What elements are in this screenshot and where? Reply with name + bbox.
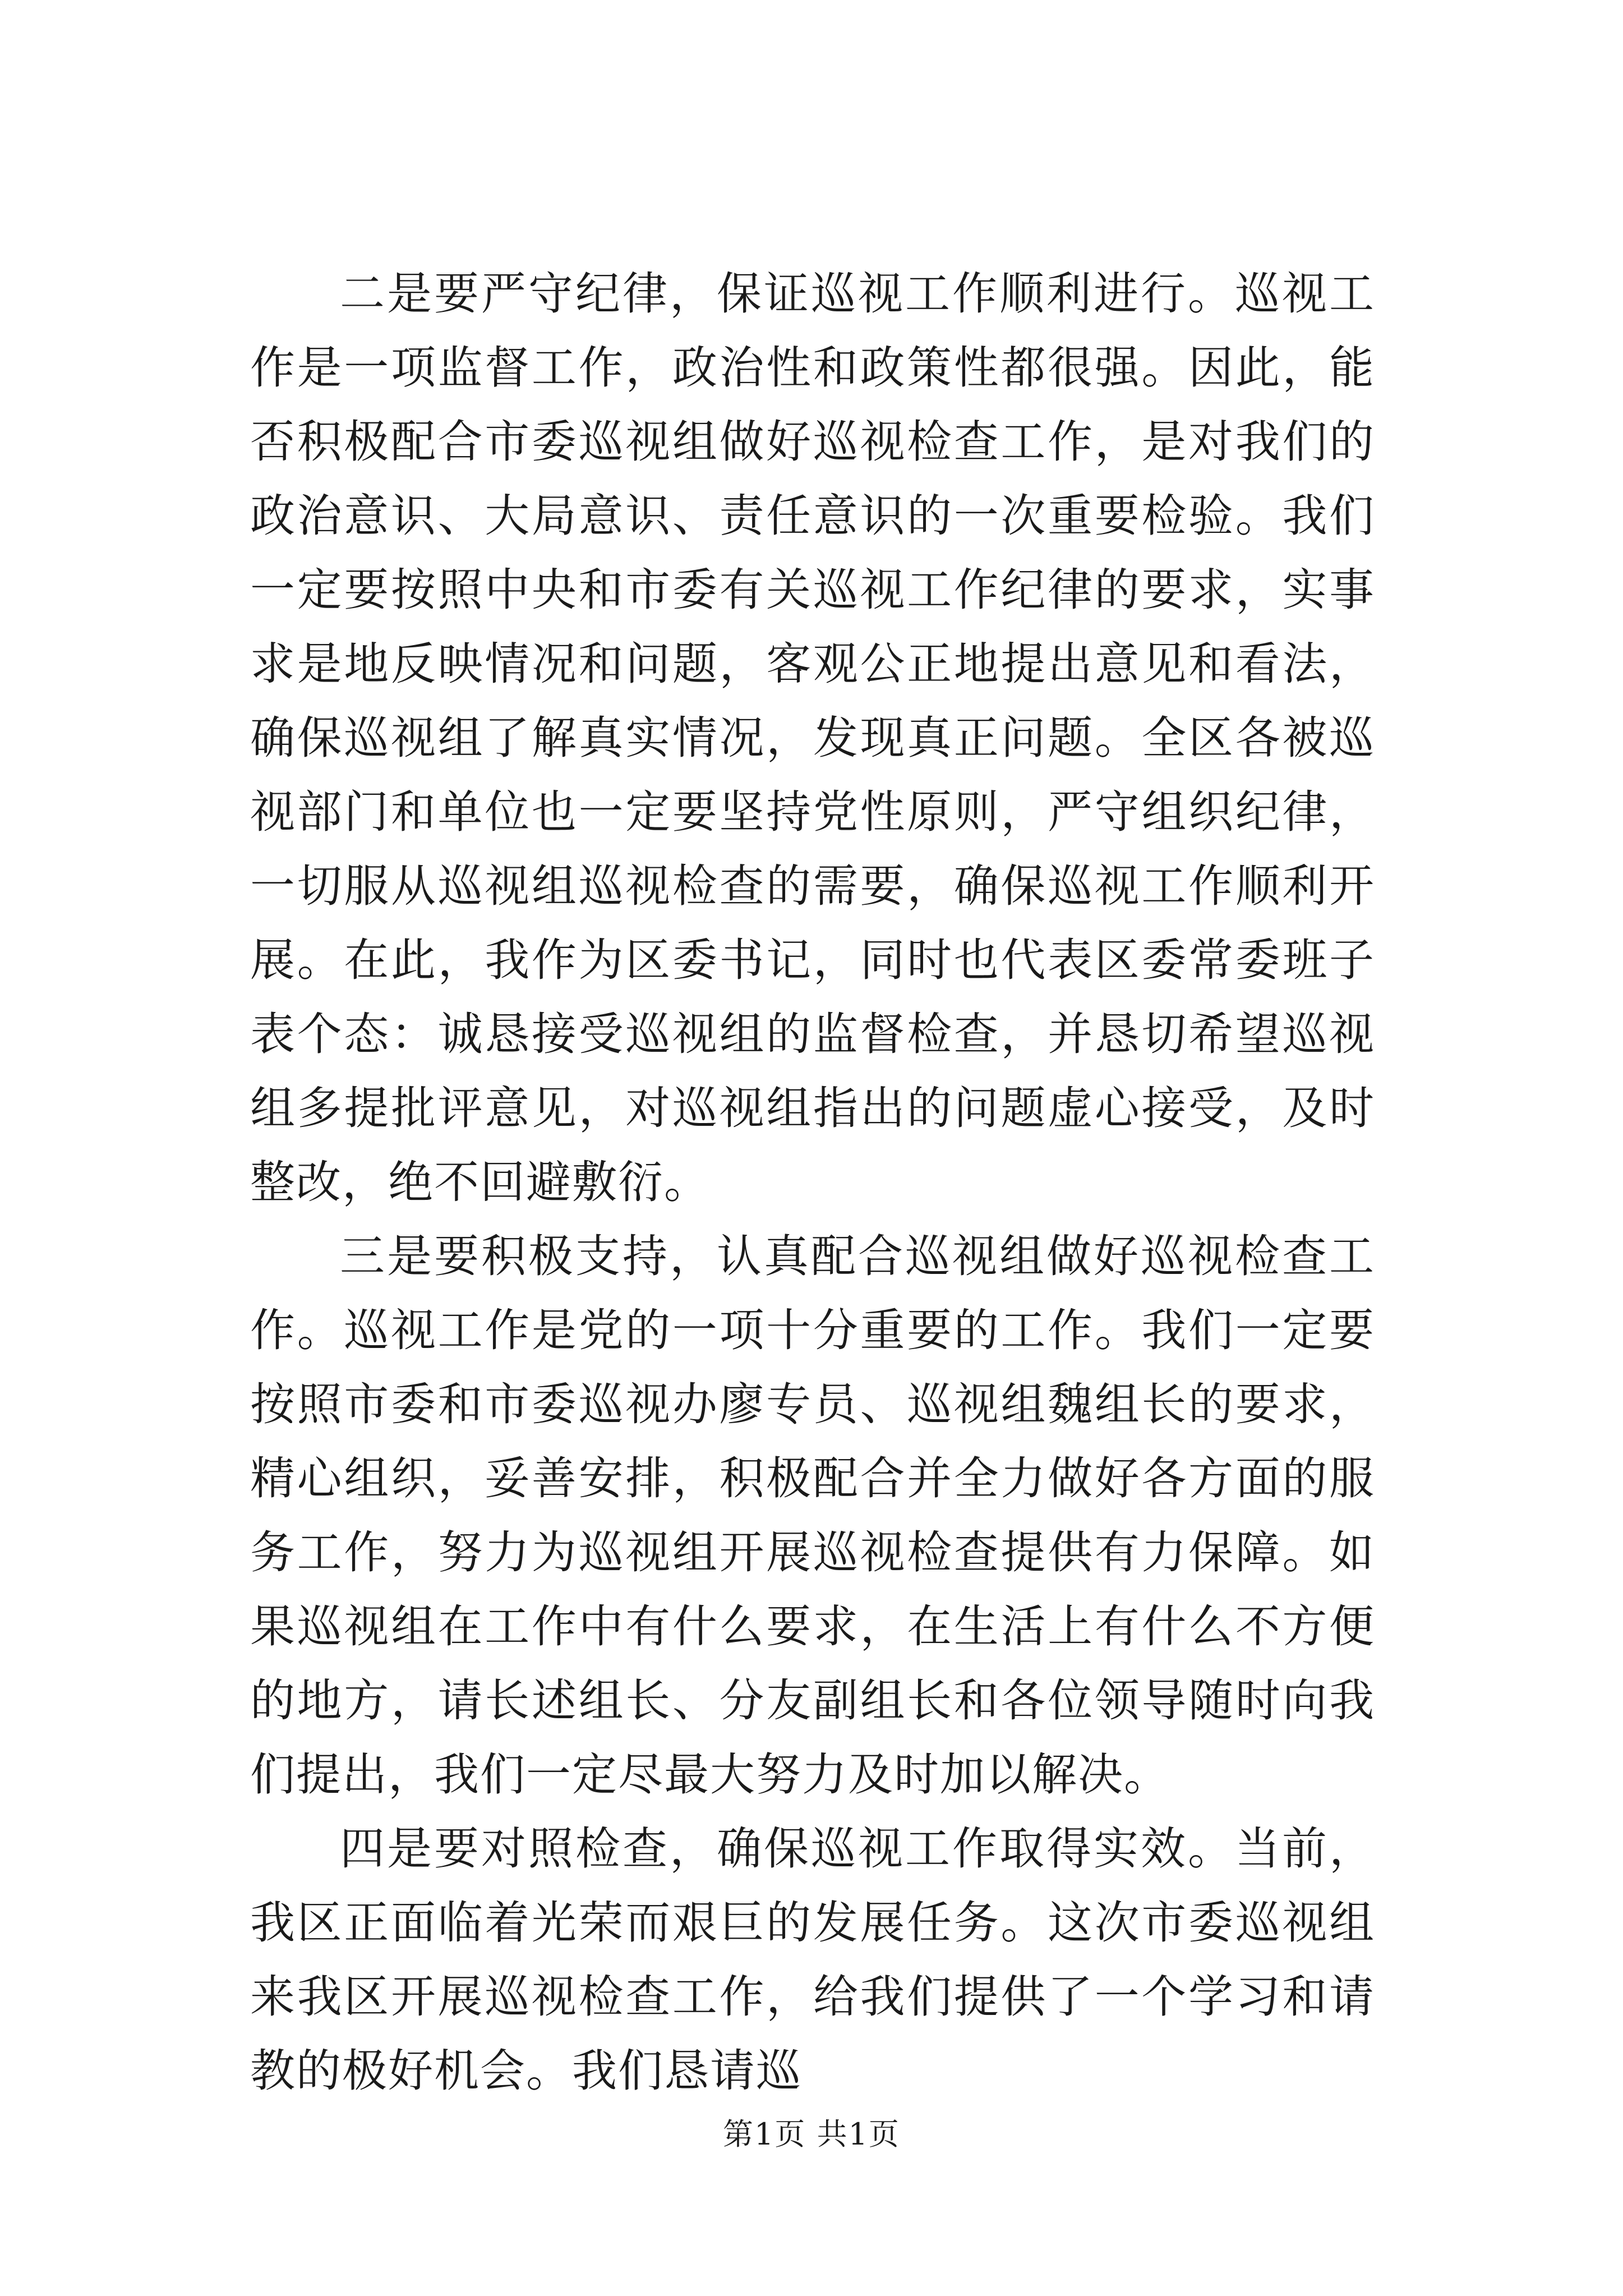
document-body	[250, 257, 1375, 2108]
paragraph-discipline: 二是要严守纪律，保证巡视工作顺利进行。巡视工作是一项监督工作，政治性和政策性都很强。因此，能否积极配合市委巡视组做好巡视检查工作，是对我们的政治意识、大局意识、责任意识的一次重要检验。我们一定要按照中央和市委有关巡视工作纪律的要求，实事求是地反映情况和问题，客观公正地提出意见和看法，确保巡视组了解真实情况，发现真正问题。全区各被巡视部门和单位也一定要坚持党性原则，严守组织纪律，一切服从巡视组巡视检查的需要，确保巡视工作顺利开展。在此，我作为区委书记，同时也代表区委常委班子表个态：诚恳接受巡视组的监督检查，并恳切希望巡视组多提批评意见，对巡视组指出的问题虚心接受，及时整改，绝不回避敷衍。	[250, 268, 1375, 1208]
paragraph-support: 三是要积极支持，认真配合巡视组做好巡视检查工作。巡视工作是党的一项十分重要的工作。我们一定要按照市委和市委巡视办廖专员、巡视组魏组长的要求，精心组织，妥善安排，积极配合并全力做好各方面的服务工作，努力为巡视组开展巡视检查提供有力保障。如果巡视组在工作中有什么要求，在生活上有什么不方便的地方，请长述组长、分友副组长和各位领导随时向我们提出，我们一定尽最大努力及时加以解决。	[250, 1230, 1375, 1801]
page-number-label: 第1页 共1页	[723, 2116, 900, 2152]
paragraph-inspection: 四是要对照检查，确保巡视工作取得实效。当前，我区正面临着光荣而艰巨的发展任务。这次市委巡视组来我区开展巡视检查工作，给我们提供了一个学习和请教的极好机会。我们恳请巡	[250, 1823, 1375, 2097]
page-footer	[0, 2115, 1623, 2154]
